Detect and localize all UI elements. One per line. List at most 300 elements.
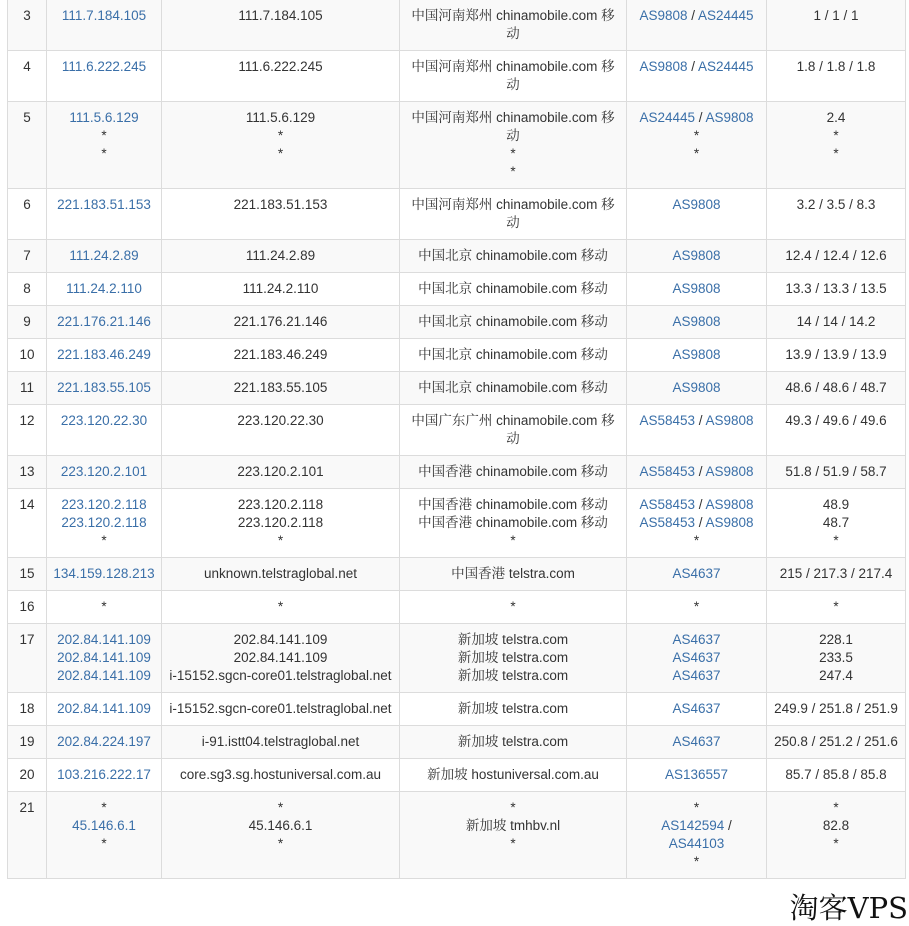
location-cell <box>400 591 627 624</box>
hostname: 202.84.141.109 <box>233 632 328 647</box>
location-cell <box>400 489 627 558</box>
hostname-cell <box>162 693 400 726</box>
location: 中国北京 chinamobile.com 移动 <box>418 314 608 329</box>
hostname: 111.6.222.245 <box>238 59 323 74</box>
latency-cell <box>767 693 906 726</box>
ip-cell <box>47 759 162 792</box>
hostname: 223.120.2.118 <box>237 515 324 530</box>
asn-line: AS142594 / AS44103 <box>661 818 732 851</box>
latency-cell <box>767 558 906 591</box>
table-row <box>8 339 906 372</box>
ip-cell <box>47 489 162 558</box>
hop-number: 18 <box>8 693 47 726</box>
asn-link[interactable]: AS9808 <box>672 248 721 263</box>
hostname: i-15152.sgcn-core01.telstraglobal.net <box>169 701 392 716</box>
table-row <box>8 51 906 102</box>
location: 中国河南郑州 chinamobile.com 移动 <box>411 110 615 143</box>
latency-cell <box>767 456 906 489</box>
hop-number: 10 <box>8 339 47 372</box>
table-row <box>8 306 906 339</box>
ip-cell <box>47 372 162 405</box>
latency-value: * <box>833 146 839 161</box>
hop-number: 6 <box>8 189 47 240</box>
asn-link[interactable]: AS58453 <box>639 497 695 512</box>
ip-cell <box>47 792 162 879</box>
latency-value: 82.8 <box>822 818 850 833</box>
hostname: * <box>277 533 284 548</box>
ip-cell <box>47 273 162 306</box>
timeout-marker: * <box>693 146 700 161</box>
latency-value: 249.9 / 251.8 / 251.9 <box>774 701 898 716</box>
hostname: * <box>277 599 284 614</box>
hostname: unknown.telstraglobal.net <box>203 566 358 581</box>
hop-number: 13 <box>8 456 47 489</box>
ip-cell <box>47 0 162 51</box>
location: 中国北京 chinamobile.com 移动 <box>418 281 608 296</box>
latency-value: 51.8 / 51.9 / 58.7 <box>785 464 887 479</box>
hostname: 111.24.2.89 <box>245 248 316 263</box>
latency-cell <box>767 372 906 405</box>
hostname: * <box>277 128 284 143</box>
asn-cell <box>627 759 767 792</box>
ip-link[interactable]: 202.84.141.109 <box>57 650 151 665</box>
table-row <box>8 759 906 792</box>
asn-cell <box>627 405 767 456</box>
location-cell <box>400 240 627 273</box>
asn-line: AS24445 / AS9808 <box>639 110 754 125</box>
asn-link[interactable]: AS9808 <box>705 413 754 428</box>
asn-link[interactable]: AS4637 <box>672 632 721 647</box>
ip-cell <box>47 624 162 693</box>
hostname: 221.183.51.153 <box>233 197 328 212</box>
hostname-cell <box>162 0 400 51</box>
location-cell <box>400 693 627 726</box>
timeout-marker: * <box>693 800 700 815</box>
ip-link[interactable]: 202.84.141.109 <box>57 632 151 647</box>
asn-line <box>633 700 760 718</box>
asn-line <box>633 280 760 298</box>
hostname-cell <box>162 489 400 558</box>
asn-cell <box>627 0 767 51</box>
latency-value: 1 / 1 / 1 <box>813 8 859 23</box>
hostname: 111.5.6.129 <box>245 110 316 125</box>
hostname-cell <box>162 189 400 240</box>
hostname-cell <box>162 405 400 456</box>
asn-link[interactable]: AS24445 <box>698 59 754 74</box>
hostname-cell <box>162 624 400 693</box>
asn-line <box>633 196 760 214</box>
ip-link[interactable]: 202.84.141.109 <box>57 668 151 683</box>
asn-line <box>633 145 760 163</box>
asn-link[interactable]: AS9808 <box>672 347 721 362</box>
ip-link[interactable]: 111.24.2.110 <box>66 281 142 296</box>
asn-line: AS58453 / AS9808 <box>639 497 754 512</box>
latency-value: 85.7 / 85.8 / 85.8 <box>785 767 887 782</box>
ip-cell <box>47 339 162 372</box>
hostname-cell <box>162 306 400 339</box>
asn-line: AS58453 / AS9808 <box>639 515 754 530</box>
ip-cell <box>47 102 162 189</box>
table-row <box>8 372 906 405</box>
timeout-marker: * <box>101 128 107 143</box>
latency-cell <box>767 273 906 306</box>
ip-cell <box>47 405 162 456</box>
ip-link[interactable]: 103.216.222.17 <box>57 767 151 782</box>
latency-value: * <box>833 533 839 548</box>
latency-cell <box>767 102 906 189</box>
location: * <box>510 599 516 614</box>
table-row <box>8 456 906 489</box>
ip-cell <box>47 306 162 339</box>
asn-link[interactable]: AS9808 <box>672 380 721 395</box>
asn-line <box>633 127 760 145</box>
ip-cell <box>47 591 162 624</box>
location-cell <box>400 792 627 879</box>
hop-number: 7 <box>8 240 47 273</box>
table-row <box>8 693 906 726</box>
ip-link[interactable]: 111.24.2.89 <box>69 248 139 263</box>
latency-cell <box>767 759 906 792</box>
latency-cell <box>767 624 906 693</box>
table-row <box>8 591 906 624</box>
ip-link[interactable]: 134.159.128.213 <box>53 566 155 581</box>
asn-cell <box>627 189 767 240</box>
hostname: 221.183.55.105 <box>233 380 328 395</box>
latency-cell <box>767 51 906 102</box>
hostname-cell <box>162 726 400 759</box>
location: * <box>510 836 516 851</box>
latency-value: 12.4 / 12.4 / 12.6 <box>785 248 887 263</box>
asn-cell <box>627 102 767 189</box>
location: 中国香港 chinamobile.com 移动 <box>418 515 608 530</box>
location-cell <box>400 0 627 51</box>
asn-link[interactable]: AS142594 <box>661 818 725 833</box>
latency-cell <box>767 0 906 51</box>
location: 中国河南郑州 chinamobile.com 移动 <box>411 59 615 92</box>
asn-link[interactable]: AS9808 <box>639 8 688 23</box>
ip-cell <box>47 189 162 240</box>
hostname: i-91.istt04.telstraglobal.net <box>201 734 360 749</box>
latency-value: 13.3 / 13.3 / 13.5 <box>785 281 887 296</box>
location-cell <box>400 759 627 792</box>
hostname: i-15152.sgcn-core01.telstraglobal.net <box>169 668 392 683</box>
location-cell <box>400 726 627 759</box>
timeout-marker: * <box>101 800 107 815</box>
latency-value: 48.9 <box>822 497 850 512</box>
location-cell <box>400 51 627 102</box>
table-row <box>8 189 906 240</box>
asn-link[interactable]: AS9808 <box>672 281 721 296</box>
latency-value: 215 / 217.3 / 217.4 <box>779 566 893 581</box>
asn-cell <box>627 456 767 489</box>
asn-cell <box>627 372 767 405</box>
hostname: 202.84.141.109 <box>233 650 328 665</box>
location: * <box>510 533 516 548</box>
latency-value: 13.9 / 13.9 / 13.9 <box>785 347 887 362</box>
timeout-marker: * <box>693 854 700 869</box>
asn-link[interactable]: AS9808 <box>705 515 754 530</box>
hostname: * <box>277 146 284 161</box>
location: 中国北京 chinamobile.com 移动 <box>418 248 608 263</box>
asn-link[interactable]: AS9808 <box>672 197 721 212</box>
asn-link[interactable]: AS136557 <box>664 767 729 782</box>
asn-line <box>633 598 760 616</box>
traceroute-table <box>7 0 906 879</box>
location-cell <box>400 558 627 591</box>
ip-link[interactable]: 111.6.222.245 <box>61 59 147 74</box>
hostname: 221.176.21.146 <box>233 314 328 329</box>
hostname: 223.120.2.101 <box>237 464 324 479</box>
asn-line: AS9808 / AS24445 <box>639 59 754 74</box>
asn-line <box>633 313 760 331</box>
latency-value: 2.4 <box>826 110 846 125</box>
ip-link[interactable]: 221.183.46.249 <box>57 347 151 362</box>
hostname: 223.120.2.118 <box>237 497 324 512</box>
asn-link[interactable]: AS4637 <box>672 734 721 749</box>
latency-cell <box>767 591 906 624</box>
asn-line <box>633 766 760 784</box>
asn-line: AS9808 / AS24445 <box>639 8 754 23</box>
latency-value: 233.5 <box>819 650 853 665</box>
asn-line <box>633 667 760 685</box>
asn-line <box>633 631 760 649</box>
ip-link[interactable]: 223.120.2.101 <box>60 464 148 479</box>
latency-cell <box>767 792 906 879</box>
asn-line: AS58453 / AS9808 <box>639 464 754 479</box>
asn-link[interactable]: AS9808 <box>672 314 721 329</box>
hostname-cell <box>162 759 400 792</box>
latency-cell <box>767 240 906 273</box>
asn-link[interactable]: AS58453 <box>639 464 695 479</box>
location-cell <box>400 306 627 339</box>
timeout-marker: * <box>101 146 107 161</box>
ip-link[interactable]: 223.120.2.118 <box>61 497 147 512</box>
asn-link[interactable]: AS9808 <box>705 497 754 512</box>
ip-link[interactable]: 223.120.22.30 <box>60 413 148 428</box>
location-cell <box>400 372 627 405</box>
hostname: * <box>277 836 284 851</box>
hostname-cell <box>162 51 400 102</box>
location: 新加坡 telstra.com <box>457 632 569 647</box>
hop-number: 4 <box>8 51 47 102</box>
location: * <box>510 164 516 179</box>
latency-value: 1.8 / 1.8 / 1.8 <box>796 59 876 74</box>
latency-cell <box>767 189 906 240</box>
latency-value: * <box>833 599 839 614</box>
hostname-cell <box>162 339 400 372</box>
asn-cell <box>627 240 767 273</box>
table-row <box>8 0 906 51</box>
hostname-cell <box>162 240 400 273</box>
location-cell <box>400 405 627 456</box>
table-row <box>8 240 906 273</box>
latency-value: 49.3 / 49.6 / 49.6 <box>785 413 887 428</box>
asn-line <box>633 733 760 751</box>
ip-link[interactable]: 221.183.55.105 <box>57 380 151 395</box>
ip-link[interactable]: 202.84.224.197 <box>57 734 151 749</box>
asn-cell <box>627 489 767 558</box>
table-row <box>8 102 906 189</box>
location: * <box>510 800 516 815</box>
traceroute-table-body <box>8 0 906 879</box>
table-row <box>8 726 906 759</box>
asn-cell <box>627 306 767 339</box>
hostname-cell <box>162 558 400 591</box>
latency-value: 3.2 / 3.5 / 8.3 <box>796 197 876 212</box>
ip-cell <box>47 726 162 759</box>
hop-number: 12 <box>8 405 47 456</box>
asn-cell <box>627 558 767 591</box>
table-row <box>8 792 906 879</box>
timeout-marker: * <box>693 533 700 548</box>
hostname-cell <box>162 591 400 624</box>
site-watermark: 淘客VPS <box>784 891 908 925</box>
hostname: 45.146.6.1 <box>248 818 313 833</box>
asn-cell <box>627 339 767 372</box>
latency-value: 247.4 <box>819 668 853 683</box>
location: 中国北京 chinamobile.com 移动 <box>418 380 608 395</box>
location: 中国香港 telstra.com <box>451 566 575 581</box>
ip-link[interactable]: 45.146.6.1 <box>72 818 136 833</box>
asn-link[interactable]: AS9808 <box>705 464 754 479</box>
latency-value: 14 / 14 / 14.2 <box>796 314 876 329</box>
asn-line <box>633 532 760 550</box>
location: 新加坡 telstra.com <box>457 701 569 716</box>
timeout-marker: * <box>101 533 107 548</box>
asn-link[interactable]: AS58453 <box>639 413 695 428</box>
hop-number: 11 <box>8 372 47 405</box>
location: 新加坡 telstra.com <box>457 650 569 665</box>
location: 新加坡 telstra.com <box>457 734 569 749</box>
location: 中国河南郑州 chinamobile.com 移动 <box>411 197 615 230</box>
table-row <box>8 405 906 456</box>
location-cell <box>400 273 627 306</box>
asn-link[interactable]: AS58453 <box>639 515 695 530</box>
hop-number: 19 <box>8 726 47 759</box>
hop-number: 21 <box>8 792 47 879</box>
asn-cell <box>627 51 767 102</box>
location: 中国广东广州 chinamobile.com 移动 <box>411 413 615 446</box>
asn-link[interactable]: AS4637 <box>672 650 721 665</box>
asn-line <box>633 565 760 583</box>
ip-link[interactable]: 111.5.6.129 <box>69 110 139 125</box>
asn-line <box>633 649 760 667</box>
location: * <box>510 146 516 161</box>
timeout-marker: * <box>693 599 700 614</box>
asn-line: AS58453 / AS9808 <box>639 413 754 428</box>
ip-link[interactable]: 202.84.141.109 <box>57 701 151 716</box>
ip-cell <box>47 51 162 102</box>
hostname-cell <box>162 273 400 306</box>
latency-cell <box>767 489 906 558</box>
asn-cell <box>627 273 767 306</box>
asn-line <box>633 379 760 397</box>
asn-cell <box>627 792 767 879</box>
timeout-marker: * <box>101 836 107 851</box>
latency-cell <box>767 306 906 339</box>
ip-link[interactable]: 111.7.184.105 <box>61 8 147 23</box>
latency-value: 48.6 / 48.6 / 48.7 <box>785 380 887 395</box>
asn-line <box>633 346 760 364</box>
latency-value: 250.8 / 251.2 / 251.6 <box>774 734 898 749</box>
table-row <box>8 558 906 591</box>
hop-number: 16 <box>8 591 47 624</box>
location: 中国香港 chinamobile.com 移动 <box>418 497 608 512</box>
hop-number: 9 <box>8 306 47 339</box>
hostname-cell <box>162 456 400 489</box>
asn-cell <box>627 591 767 624</box>
table-row <box>8 273 906 306</box>
hop-number: 3 <box>8 0 47 51</box>
location: 新加坡 telstra.com <box>457 668 569 683</box>
table-row <box>8 624 906 693</box>
hop-number: 20 <box>8 759 47 792</box>
latency-cell <box>767 726 906 759</box>
hop-number: 8 <box>8 273 47 306</box>
latency-value: * <box>833 836 839 851</box>
asn-link[interactable]: AS4637 <box>672 668 721 683</box>
timeout-marker: * <box>693 128 700 143</box>
latency-cell <box>767 339 906 372</box>
location: 中国北京 chinamobile.com 移动 <box>418 347 608 362</box>
latency-value: * <box>833 128 839 143</box>
hop-number: 17 <box>8 624 47 693</box>
asn-link[interactable]: AS9808 <box>639 59 688 74</box>
asn-line <box>633 853 760 871</box>
asn-link[interactable]: AS24445 <box>698 8 754 23</box>
asn-link[interactable]: AS24445 <box>639 110 695 125</box>
location-cell <box>400 102 627 189</box>
latency-value: 48.7 <box>822 515 850 530</box>
hop-number: 14 <box>8 489 47 558</box>
asn-cell <box>627 693 767 726</box>
location: 新加坡 tmhbv.nl <box>465 818 561 833</box>
hostname: 111.7.184.105 <box>238 8 323 23</box>
location-cell <box>400 456 627 489</box>
location-cell <box>400 624 627 693</box>
hostname: * <box>277 800 284 815</box>
latency-value: 228.1 <box>819 632 853 647</box>
asn-line <box>633 799 760 817</box>
hostname: core.sg3.sg.hostuniversal.com.au <box>179 767 382 782</box>
asn-link[interactable]: AS9808 <box>705 110 754 125</box>
hostname: 221.183.46.249 <box>233 347 328 362</box>
location: 中国香港 chinamobile.com 移动 <box>418 464 608 479</box>
hostname-cell <box>162 372 400 405</box>
asn-line <box>633 247 760 265</box>
hostname: 111.24.2.110 <box>242 281 319 296</box>
ip-cell <box>47 240 162 273</box>
ip-cell <box>47 558 162 591</box>
location: 中国河南郑州 chinamobile.com 移动 <box>411 8 615 41</box>
asn-link[interactable]: AS4637 <box>672 701 721 716</box>
asn-link[interactable]: AS4637 <box>672 566 721 581</box>
hostname-cell <box>162 102 400 189</box>
table-row <box>8 489 906 558</box>
location-cell <box>400 339 627 372</box>
hostname: 223.120.22.30 <box>237 413 324 428</box>
ip-link[interactable]: 221.183.51.153 <box>57 197 151 212</box>
ip-cell <box>47 693 162 726</box>
ip-cell <box>47 456 162 489</box>
ip-link[interactable]: 221.176.21.146 <box>57 314 151 329</box>
asn-link[interactable]: AS44103 <box>668 836 725 851</box>
asn-cell <box>627 624 767 693</box>
timeout-marker: * <box>101 599 107 614</box>
ip-link[interactable]: 223.120.2.118 <box>61 515 147 530</box>
asn-cell <box>627 726 767 759</box>
hop-number: 15 <box>8 558 47 591</box>
